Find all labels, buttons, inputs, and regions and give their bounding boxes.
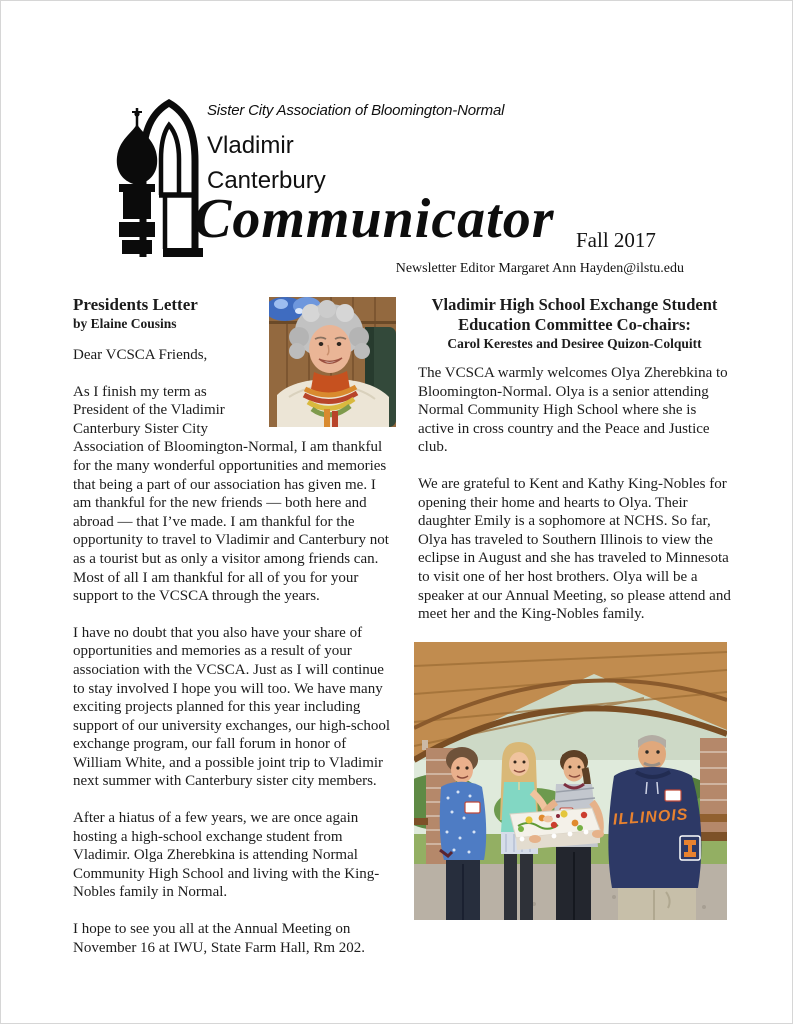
letter-paragraph: I hope to see you all at the Annual Meeting on November 16 at IWU, State Farm Hall, Rm 202.	[73, 921, 366, 956]
name-tag	[465, 802, 480, 813]
org-name: Sister City Association of Bloomington-Normal	[207, 102, 505, 119]
host-family-group-photo	[414, 642, 727, 920]
editor-line: Newsletter Editor Margaret Ann Hayden@ilstu.edu	[395, 261, 684, 276]
exchange-student-column	[418, 295, 731, 920]
block-i-patch-icon	[680, 836, 700, 860]
presidents-letter-byline: by Elaine Cousins	[73, 316, 177, 331]
issue-date: Fall 2017	[576, 228, 656, 252]
salutation: Dear VCSCA Friends,	[73, 347, 208, 363]
president-portrait-photo	[269, 297, 396, 427]
presidents-letter-column	[73, 295, 396, 975]
sweatshirt-text: ILLINOIS	[612, 806, 689, 829]
letter-paragraph: After a hiatus of a few years, we are once again hosting a high-school exchange student from Vladimir. Olga Zherebkina is attending Normal Community High School and living with the King-Nobles family in Normal.	[73, 810, 380, 901]
exchange-paragraph: We are grateful to Kent and Kathy King-Nobles for opening their home and hearts to Olya. Their daughter Emily is a sophomore at NCHS. So far, Olya has traveled to Southern Illinois to view the eclipse in August and she has traveled to Minnesota to visit one of her host brothers. Olya will be a speaker at our Annual Meeting, so please attend and meet her and the King-Nobles family.	[418, 475, 731, 623]
letter-paragraph: As I finish my term as President of the Vladimir Canterbury Sister City Association of Bloomington-Normal, I am thankful for the many wonderful opportunities and memories that being a part of our association has given me. I am thankful for the new friends — both here and abroad — that I’ve made. I am thankful for the opportunity to travel to Vladimir and Canterbury not as a tourist but as only a visitor among friends can. Most of all I am thankful for all of you for your support to the VCSCA through the years.	[73, 383, 389, 605]
newsletter-title: Communicator	[194, 188, 555, 250]
masthead-city-canterbury: Canterbury	[207, 167, 326, 194]
exchange-cochairs-byline: Carol Kerestes and Desiree Quizon-Colquitt	[447, 336, 702, 351]
celebration-cake	[510, 808, 604, 850]
name-tag	[665, 790, 681, 801]
letter-paragraph: I have no doubt that you also have your share of opportunities and memories as a result of your association with the VCSCA. Just as I will continue to stay involved I hope you will too. We have many exciting projects planned for this year including support of our university exchanges, our high-school exchange program, our fall forum in honor of William White, and a possible joint trip to Vladimir next summer with Canterbury sister city members.	[73, 624, 391, 790]
presidents-letter-heading: Presidents Letter	[73, 295, 198, 314]
exchange-paragraph: The VCSCA warmly welcomes Olya Zherebkina to Bloomington-Normal. Olya is a senior attending Normal Community High School where she is active in cross country and the Peace and Justice club.	[418, 365, 728, 456]
exchange-heading-line1: Vladimir High School Exchange Student	[431, 295, 718, 314]
masthead-city-vladimir: Vladimir	[207, 132, 294, 159]
exchange-heading-line2: Education Committee Co-chairs:	[458, 315, 691, 334]
